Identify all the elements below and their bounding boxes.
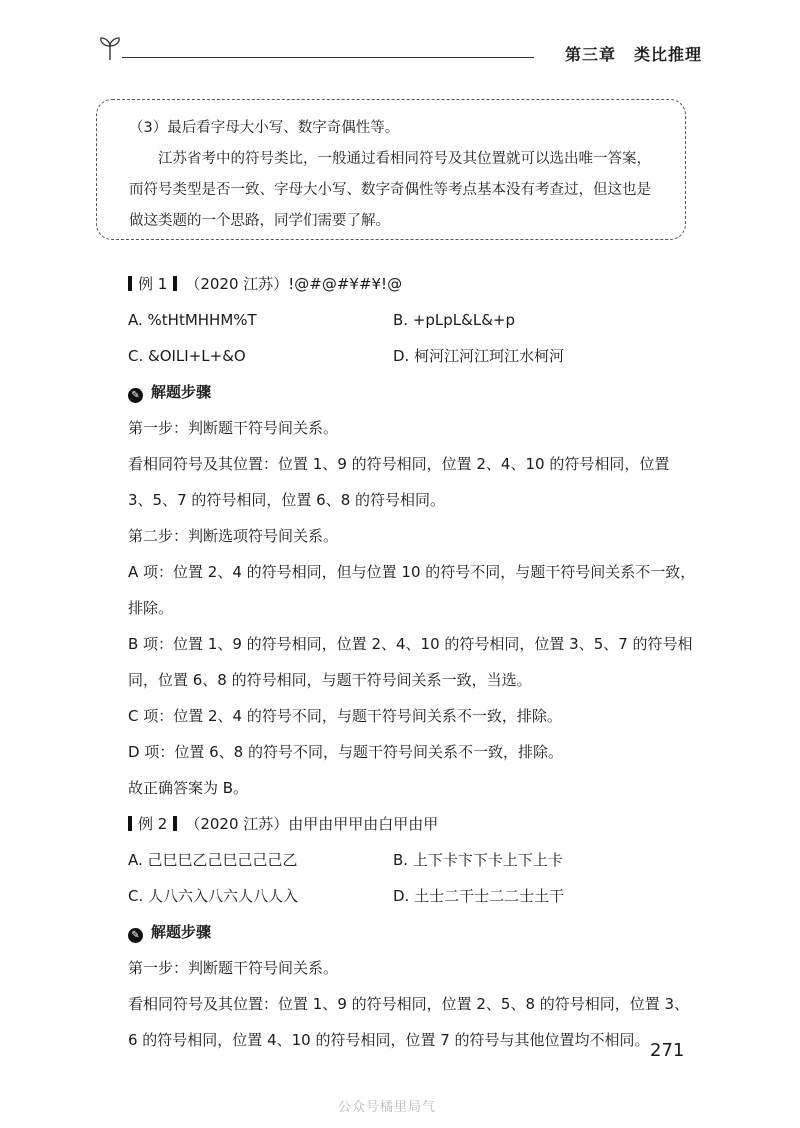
step-paragraph: 看相同符号及其位置：位置 1、9 的符号相同，位置 2、5、8 的符号相同，位置 3、6 的符号相同，位置 4、10 的符号相同，位置 7 的符号与其他位置均不相同。 — [128, 995, 690, 1049]
example-1-title — [128, 266, 698, 302]
option-b: B. +pLpL&L&+p — [393, 311, 515, 329]
example-2-options-row — [128, 878, 698, 914]
step-line: 故正确答案为 B。 — [128, 779, 249, 797]
option-b: B. 上下卡卞下卡上下上卡 — [393, 851, 563, 869]
example-1-options-row — [128, 338, 698, 374]
option-a: A. 己巳巳乙己巳己己己乙 — [128, 851, 298, 869]
option-d: D. 柯河江河江珂江水柯河 — [393, 347, 565, 365]
bracket-bar-icon — [173, 276, 177, 291]
example-1-source: （2020 江苏）!@#@#¥#¥!@ — [185, 275, 403, 293]
steps-heading — [128, 914, 698, 950]
steps-heading-text: 解题步骤 — [151, 923, 212, 941]
step-paragraph: 看相同符号及其位置：位置 1、9 的符号相同，位置 2、4、10 的符号相同，位置 3、5、7 的符号相同，位置 6、8 的符号相同。 — [128, 455, 670, 509]
bracket-bar-icon — [173, 816, 177, 831]
page-header — [96, 30, 706, 70]
key-icon: ✎ — [128, 928, 143, 943]
sprout-icon — [96, 34, 124, 62]
tip-line: （3）最后看字母大小写、数字奇偶性等。 — [129, 120, 400, 136]
watermark: 公众号橘里局气 — [338, 1100, 437, 1115]
page-number: 271 — [650, 1040, 685, 1061]
tip-paragraph: 江苏省考中的符号类比，一般通过看相同符号及其位置就可以选出唯一答案，而符号类型是否一致、字母大小写、数字奇偶性等考点基本没有考查过，但这也是做这类题的一个思路，同学们需要了解。 — [129, 151, 651, 229]
option-c: C. 人八六入八六人八人入 — [128, 887, 299, 905]
main-content — [128, 266, 698, 1058]
steps-heading-text: 解题步骤 — [151, 383, 212, 401]
example-2-source: （2020 江苏）由甲由甲甲由白甲由甲 — [185, 815, 439, 833]
option-c: C. &OILI+L+&O — [128, 347, 246, 365]
bracket-bar-icon — [128, 816, 132, 831]
option-a: A. %tHtMHHM%T — [128, 311, 257, 329]
example-1-label: 例 1 — [138, 275, 168, 293]
steps-heading — [128, 374, 698, 410]
example-1-options-row — [128, 302, 698, 338]
example-2-label: 例 2 — [138, 815, 168, 833]
example-2-options-row — [128, 842, 698, 878]
step-line: 第一步：判断题干符号间关系。 — [128, 959, 339, 977]
chapter-heading — [565, 42, 702, 65]
step-line: D 项：位置 6、8 的符号不同，与题干符号间关系不一致，排除。 — [128, 743, 563, 761]
step-line: C 项：位置 2、4 的符号不同，与题干符号间关系不一致，排除。 — [128, 707, 562, 725]
option-d: D. 土士二干士二二士土干 — [393, 887, 565, 905]
tip-box — [96, 99, 686, 240]
example-2-title — [128, 806, 698, 842]
bracket-bar-icon — [128, 276, 132, 291]
chapter-number: 第三章 — [564, 45, 616, 64]
chapter-section: 类比推理 — [633, 45, 702, 64]
header-rule — [122, 57, 534, 58]
step-line: 第一步：判断题干符号间关系。 — [128, 419, 339, 437]
step-paragraph: B 项：位置 1、9 的符号相同，位置 2、4、10 的符号相同，位置 3、5、7 的符号相同，位置 6、8 的符号相同，与题干符号间关系一致，当选。 — [128, 635, 693, 689]
step-line: 第二步：判断选项符号间关系。 — [128, 527, 339, 545]
key-icon: ✎ — [128, 388, 143, 403]
step-paragraph: A 项：位置 2、4 的符号相同，但与位置 10 的符号不同，与题干符号间关系不一致，排除。 — [128, 563, 696, 617]
